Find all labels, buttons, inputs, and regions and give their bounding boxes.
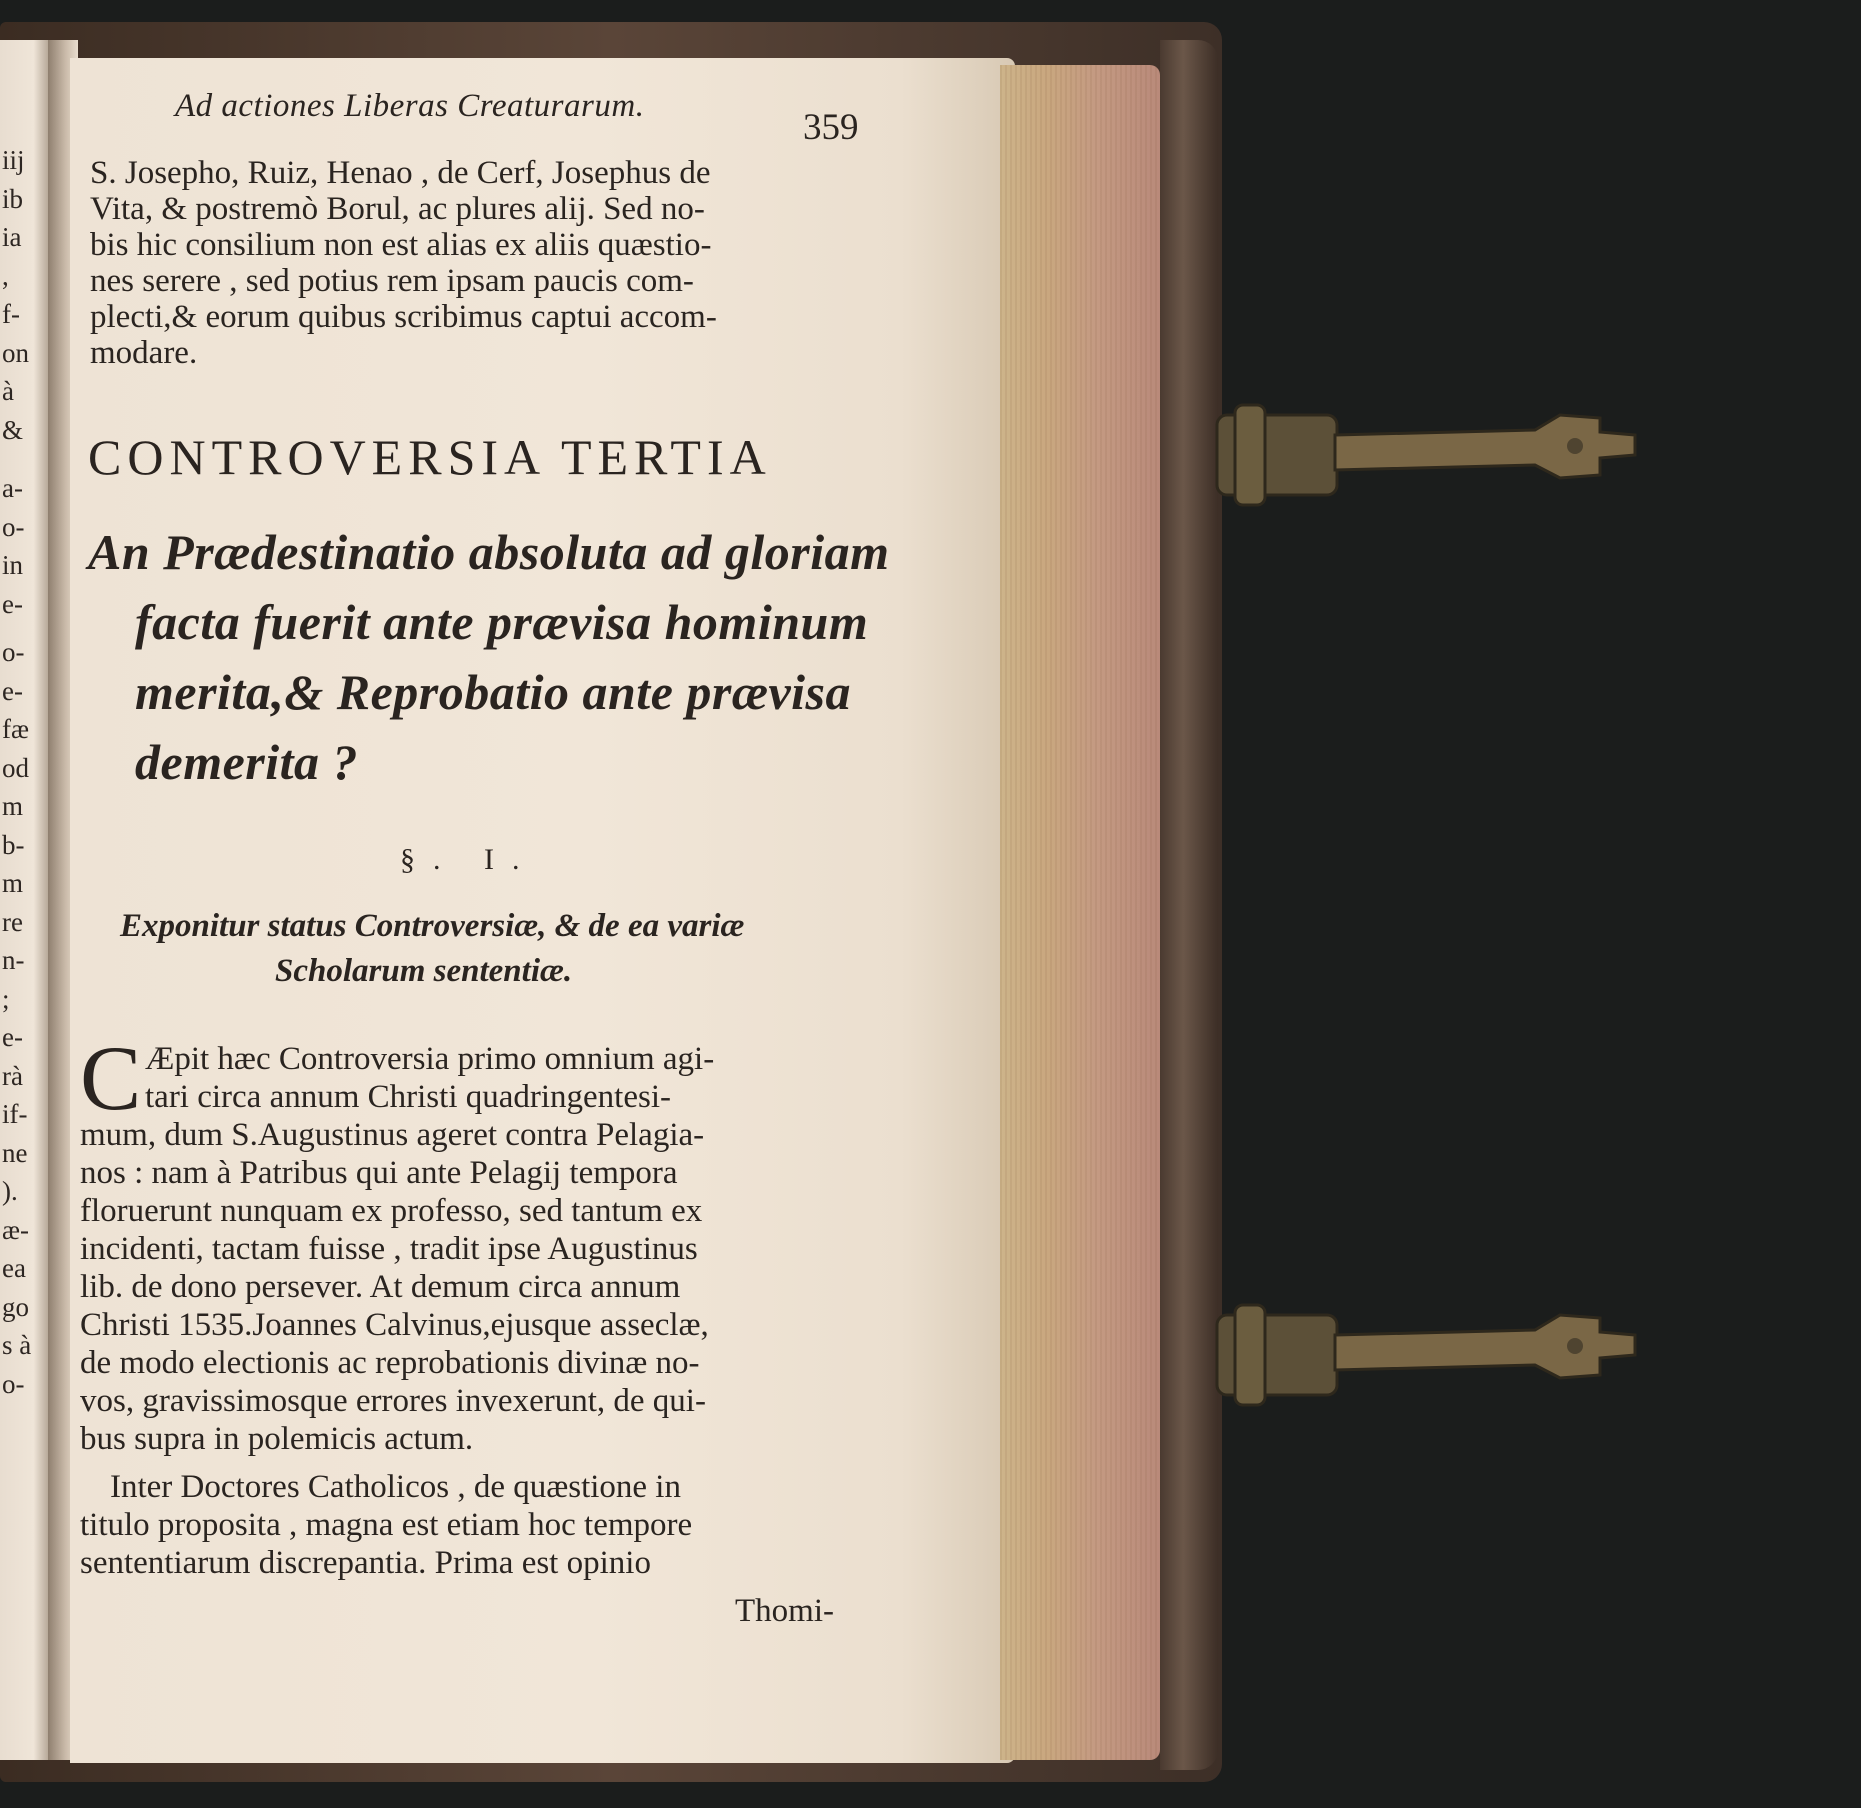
left-page-fragment: iij: [2, 145, 25, 175]
left-page-fragment: ib: [2, 183, 24, 214]
intro-line: nes serere , sed potius rem ipsam paucis com-: [90, 263, 694, 299]
left-page-fragment: e-: [2, 588, 23, 619]
drop-cap: C: [80, 1027, 142, 1129]
paragraph-line: Inter Doctores Catholicos , de quæstione in: [110, 1469, 681, 1505]
subheading-line: Scholarum sententiæ.: [275, 953, 573, 989]
paragraph-line: incidenti, tactam fuisse , tradit ipse Augustinus: [80, 1231, 698, 1267]
left-page-fragment: e-: [2, 1022, 23, 1052]
left-page-fragment: go: [2, 1291, 29, 1322]
right-page: [70, 58, 1015, 1763]
left-page-fragment: a-: [2, 473, 23, 503]
intro-line: bis hic consilium non est alias ex aliis quæstio-: [90, 227, 712, 263]
left-page: [0, 40, 48, 1760]
page-number: 359: [803, 107, 859, 148]
paragraph-line: floruerunt nunquam ex professo, sed tantum ex: [80, 1193, 703, 1229]
section-mark: §. I.: [400, 843, 538, 876]
question-line: demerita ?: [135, 734, 359, 790]
left-page-fragment: ne: [2, 1137, 28, 1168]
paragraph-line: tari circa annum Christi quadringentesi-: [145, 1079, 672, 1115]
left-page-fragment: æ-: [2, 1214, 29, 1245]
subheading-line: Exponitur status Controversiæ, & de ea variæ: [120, 908, 745, 944]
left-page-fragment: ).: [2, 1176, 18, 1206]
question-line: An Prædestinatio absoluta ad gloriam: [88, 524, 890, 580]
intro-line: modare.: [90, 335, 198, 371]
running-head: Ad actiones Liberas Creaturarum.: [175, 88, 645, 124]
left-page-fragment: fæ: [2, 714, 29, 744]
paragraph-line: vos, gravissimosque errores invexerunt, de qui-: [80, 1383, 706, 1419]
left-page-fragment: ;: [2, 983, 10, 1014]
left-page-fragment: m: [2, 791, 24, 821]
left-page-fragment: &: [2, 414, 24, 445]
paragraph-line: Æpit hæc Controversia primo omnium agi-: [145, 1041, 715, 1077]
left-page-fragment: in: [2, 550, 24, 580]
left-page-fragment: re: [2, 906, 23, 937]
cover-edge-right: [1160, 40, 1218, 1770]
left-page-fragment: o-: [2, 511, 25, 542]
left-page-fragment: b-: [2, 829, 25, 860]
left-page-fragment: ea: [2, 1253, 26, 1283]
left-page-fragment: o-: [2, 637, 25, 667]
page-fore-edge: [1000, 65, 1160, 1760]
paragraph-line: bus supra in polemicis actum.: [80, 1421, 474, 1457]
left-page-fragment: ,: [2, 260, 9, 291]
paragraph-line: Christi 1535.Joannes Calvinus,ejusque asseclæ,: [80, 1307, 709, 1343]
controversia-title: CONTROVERSIA TERTIA: [88, 429, 772, 485]
lower-clasp: [1205, 1280, 1685, 1430]
intro-line: S. Josepho, Ruiz, Henao , de Cerf, Josephus de: [90, 155, 711, 191]
left-page-fragment: n-: [2, 945, 25, 975]
catchword: Thomi-: [735, 1593, 834, 1629]
left-page-fragment: if-: [2, 1099, 28, 1129]
left-page-fragment: on: [2, 337, 29, 368]
left-page-fragment: ia: [2, 222, 22, 252]
upper-clasp: [1205, 380, 1685, 530]
intro-line: Vita, & postremò Borul, ac plures alij. Sed no-: [90, 191, 705, 227]
paragraph-line: mum, dum S.Augustinus ageret contra Pelagia-: [80, 1117, 705, 1153]
left-page-fragment: m: [2, 868, 24, 898]
paragraph-line: titulo proposita , magna est etiam hoc tempore: [80, 1507, 693, 1543]
left-page-fragment: o-: [2, 1368, 25, 1399]
paragraph-line: sententiarum discrepantia. Prima est opinio: [80, 1545, 651, 1581]
paragraph-line: nos : nam à Patribus qui ante Pelagij tempora: [80, 1155, 678, 1191]
paragraph-line: lib. de dono persever. At demum circa annum: [80, 1269, 681, 1305]
question-line: facta fuerit ante prævisa hominum: [135, 594, 869, 650]
question-line: merita,& Reprobatio ante prævisa: [135, 664, 851, 720]
left-page-fragment: e-: [2, 675, 23, 706]
paragraph-line: de modo electionis ac reprobationis divinæ no-: [80, 1345, 700, 1381]
left-page-fragment: s à: [2, 1330, 32, 1360]
left-page-fragment: à: [2, 376, 14, 406]
left-page-fragment: od: [2, 752, 29, 783]
left-page-fragment: rà: [2, 1060, 23, 1091]
left-page-fragment: f-: [2, 299, 20, 329]
intro-line: plecti,& eorum quibus scribimus captui accom-: [90, 299, 717, 335]
